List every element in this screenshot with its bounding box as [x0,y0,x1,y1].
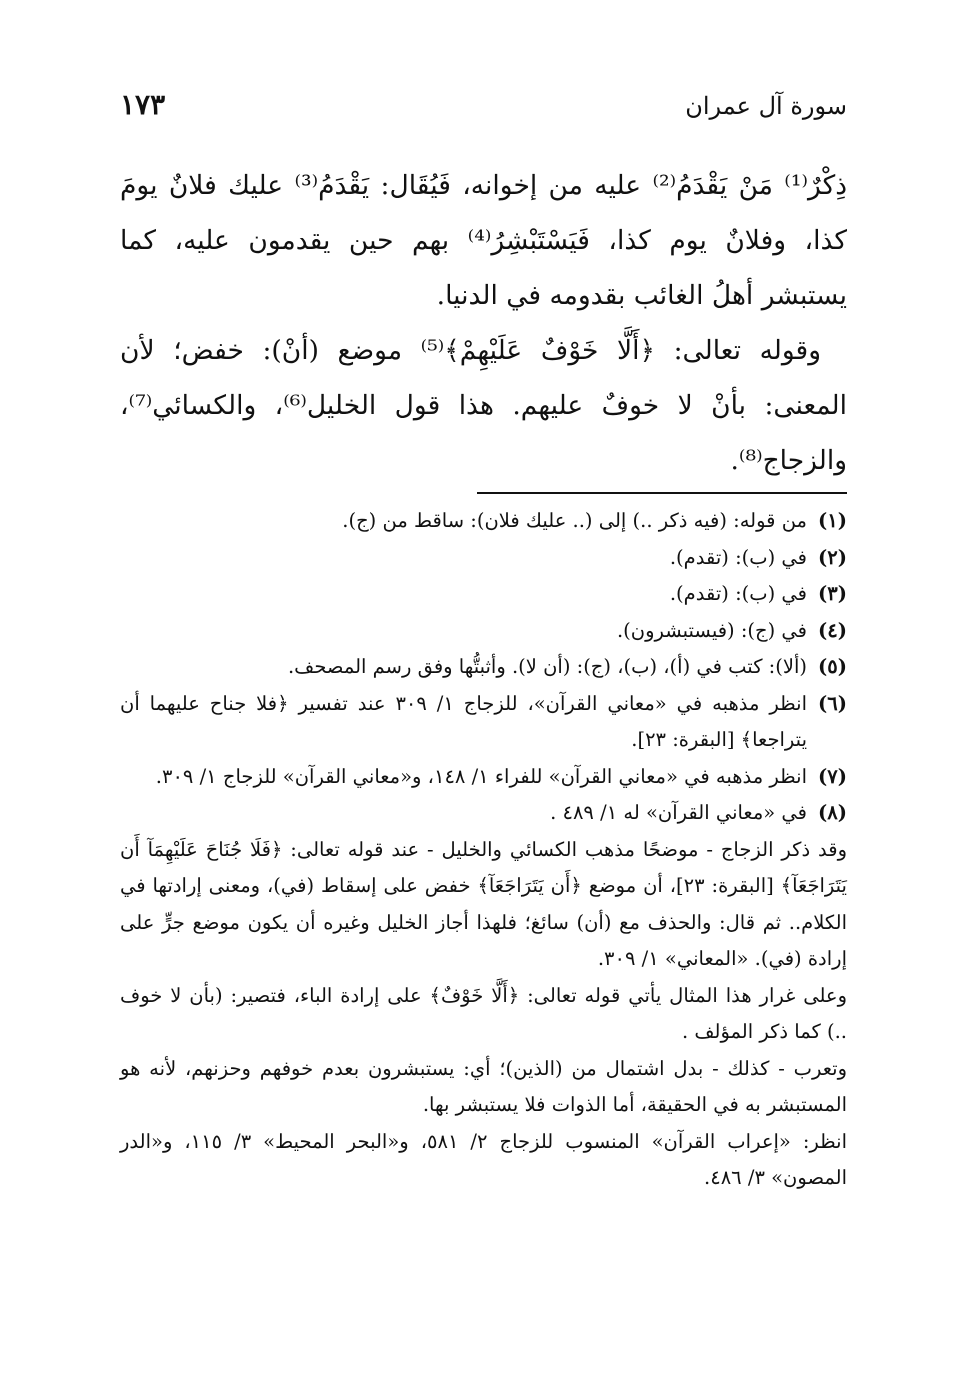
footnotes [120,503,847,1197]
footnote-continuation-paragraph: وعلى غرار هذا المثال يأتي قوله تعالى: ﴿أَلَّا خَوْفٌ﴾ على إرادة الباء، فتصير: (بأن لا خوف ..) كما ذكر المؤلف . [120,983,847,1043]
footnote-number: (٧) [818,764,847,788]
footnote-number: (٣) [818,582,847,605]
footnote-number: (٨) [818,801,847,824]
page-header [120,88,847,121]
footnote-continuation-paragraph: وتعرب - كذلك - بدل اشتمال من (الذين)؛ أي: يستبشرون بعدم خوفهم وحزنهم، لأنه هو المستبشر به في الحقيقة، أما الذوات فلا يستبشر بها. [120,1056,847,1116]
footnote-8 [120,795,847,832]
footnote-continuation-paragraph: انظر: «إعراب القرآن» المنسوب للزجاج ٢/ ٥٨١، و«البحر المحيط» ٣/ ١١٥، و«الدر المصون» ٣/ ٤٨٦. [120,1129,847,1189]
footnote-number: (٤) [818,618,847,642]
footnote-text: من قوله: (فيه ذكر ..) إلى (.. عليك فلان): ساقط من (ج). [342,509,807,532]
footnote-7 [120,759,847,796]
footnote-5 [120,649,847,686]
footnote-number: (٥) [818,655,847,678]
footnote-6 [120,686,847,759]
surah-title: سورة آل عمران [685,92,847,120]
footnote-text: (ألا): كتب في (أ)، (ب)، (ج): (أن لا). وأثبتُّها وفق رسم المصحف. [287,655,807,678]
footnote-2 [120,540,847,577]
footnote-text: في «معاني القرآن» له ١/ ٤٨٩ . [550,801,807,824]
footnote-continuation-paragraph: وقد ذكر الزجاج - موضحًا مذهب الكسائي والخليل - عند قوله تعالى: ﴿فَلَا جُنَاحَ عَلَيْهِمَآ أَن يَتَرَاجَعَآ﴾ [البقرة: ٢٣]، أن موضع ﴿أَن يَتَرَاجَعَآ﴾ خفض على إسقاط (في)، ومعنى إرادتها في الكلام.. ثم قال: والحذف مع (أن) سائغ؛ فلهذا أجاز الخليل وغيره أن يكون موضع جرٍّ على إرادة (في). «المعاني» ١/ ٣٠٩. [120,837,847,970]
main-paragraph-1: ذِكْرٌ⁽¹⁾ مَنْ يَقْدَمُ⁽²⁾ عليه من إخوانه، فَيُقَال: يَقْدَمُ⁽³⁾ عليك فلانٌ يومَ كذا، وفلانٌ يوم كذا، فَيَسْتَبْشِرُ⁽⁴⁾ بهم حين يقدمون عليه، كما يستبشر أهلُ الغائب بقدومه في الدنيا. [120,170,848,311]
footnote-4 [120,613,847,650]
footnote-number: (١) [818,509,847,532]
footnote-divider [477,492,847,494]
footnote-3 [120,576,847,613]
footnote-text: في (ب): (تقدم). [669,582,807,605]
main-text [120,158,847,488]
footnote-text: انظر مذهبه في «معاني القرآن» للفراء ١/ ١٤٨، و«معاني القرآن» للزجاج ١/ ٣٠٩. [155,764,807,788]
footnote-number: (٢) [818,545,847,569]
footnote-8-continuation [120,832,847,1197]
main-paragraph-2: وقوله تعالى: ﴿أَلَّا خَوْفٌ عَلَيْهِمْ﴾⁽⁵⁾ موضع (أنْ): خفض؛ لأن المعنى: بأنْ لا خوفٌ عليهم. هذا قول الخليل⁽⁶⁾، والكسائي⁽⁷⁾، والزجاج⁽⁸⁾. [120,335,847,476]
page-number: ١٧٣ [120,88,166,121]
footnote-number: (٦) [818,691,847,715]
footnote-text: في (ب): (تقدم). [669,545,807,569]
footnote-1 [120,503,847,540]
footnote-text: انظر مذهبه في «معاني القرآن»، للزجاج ١/ ٣٠٩ عند تفسير ﴿فلا جناح عليهما أن يتراجعا﴾ [البقرة: ٢٣]. [120,691,807,751]
footnote-text: في (ج): (فيستبشرون). [616,618,807,642]
